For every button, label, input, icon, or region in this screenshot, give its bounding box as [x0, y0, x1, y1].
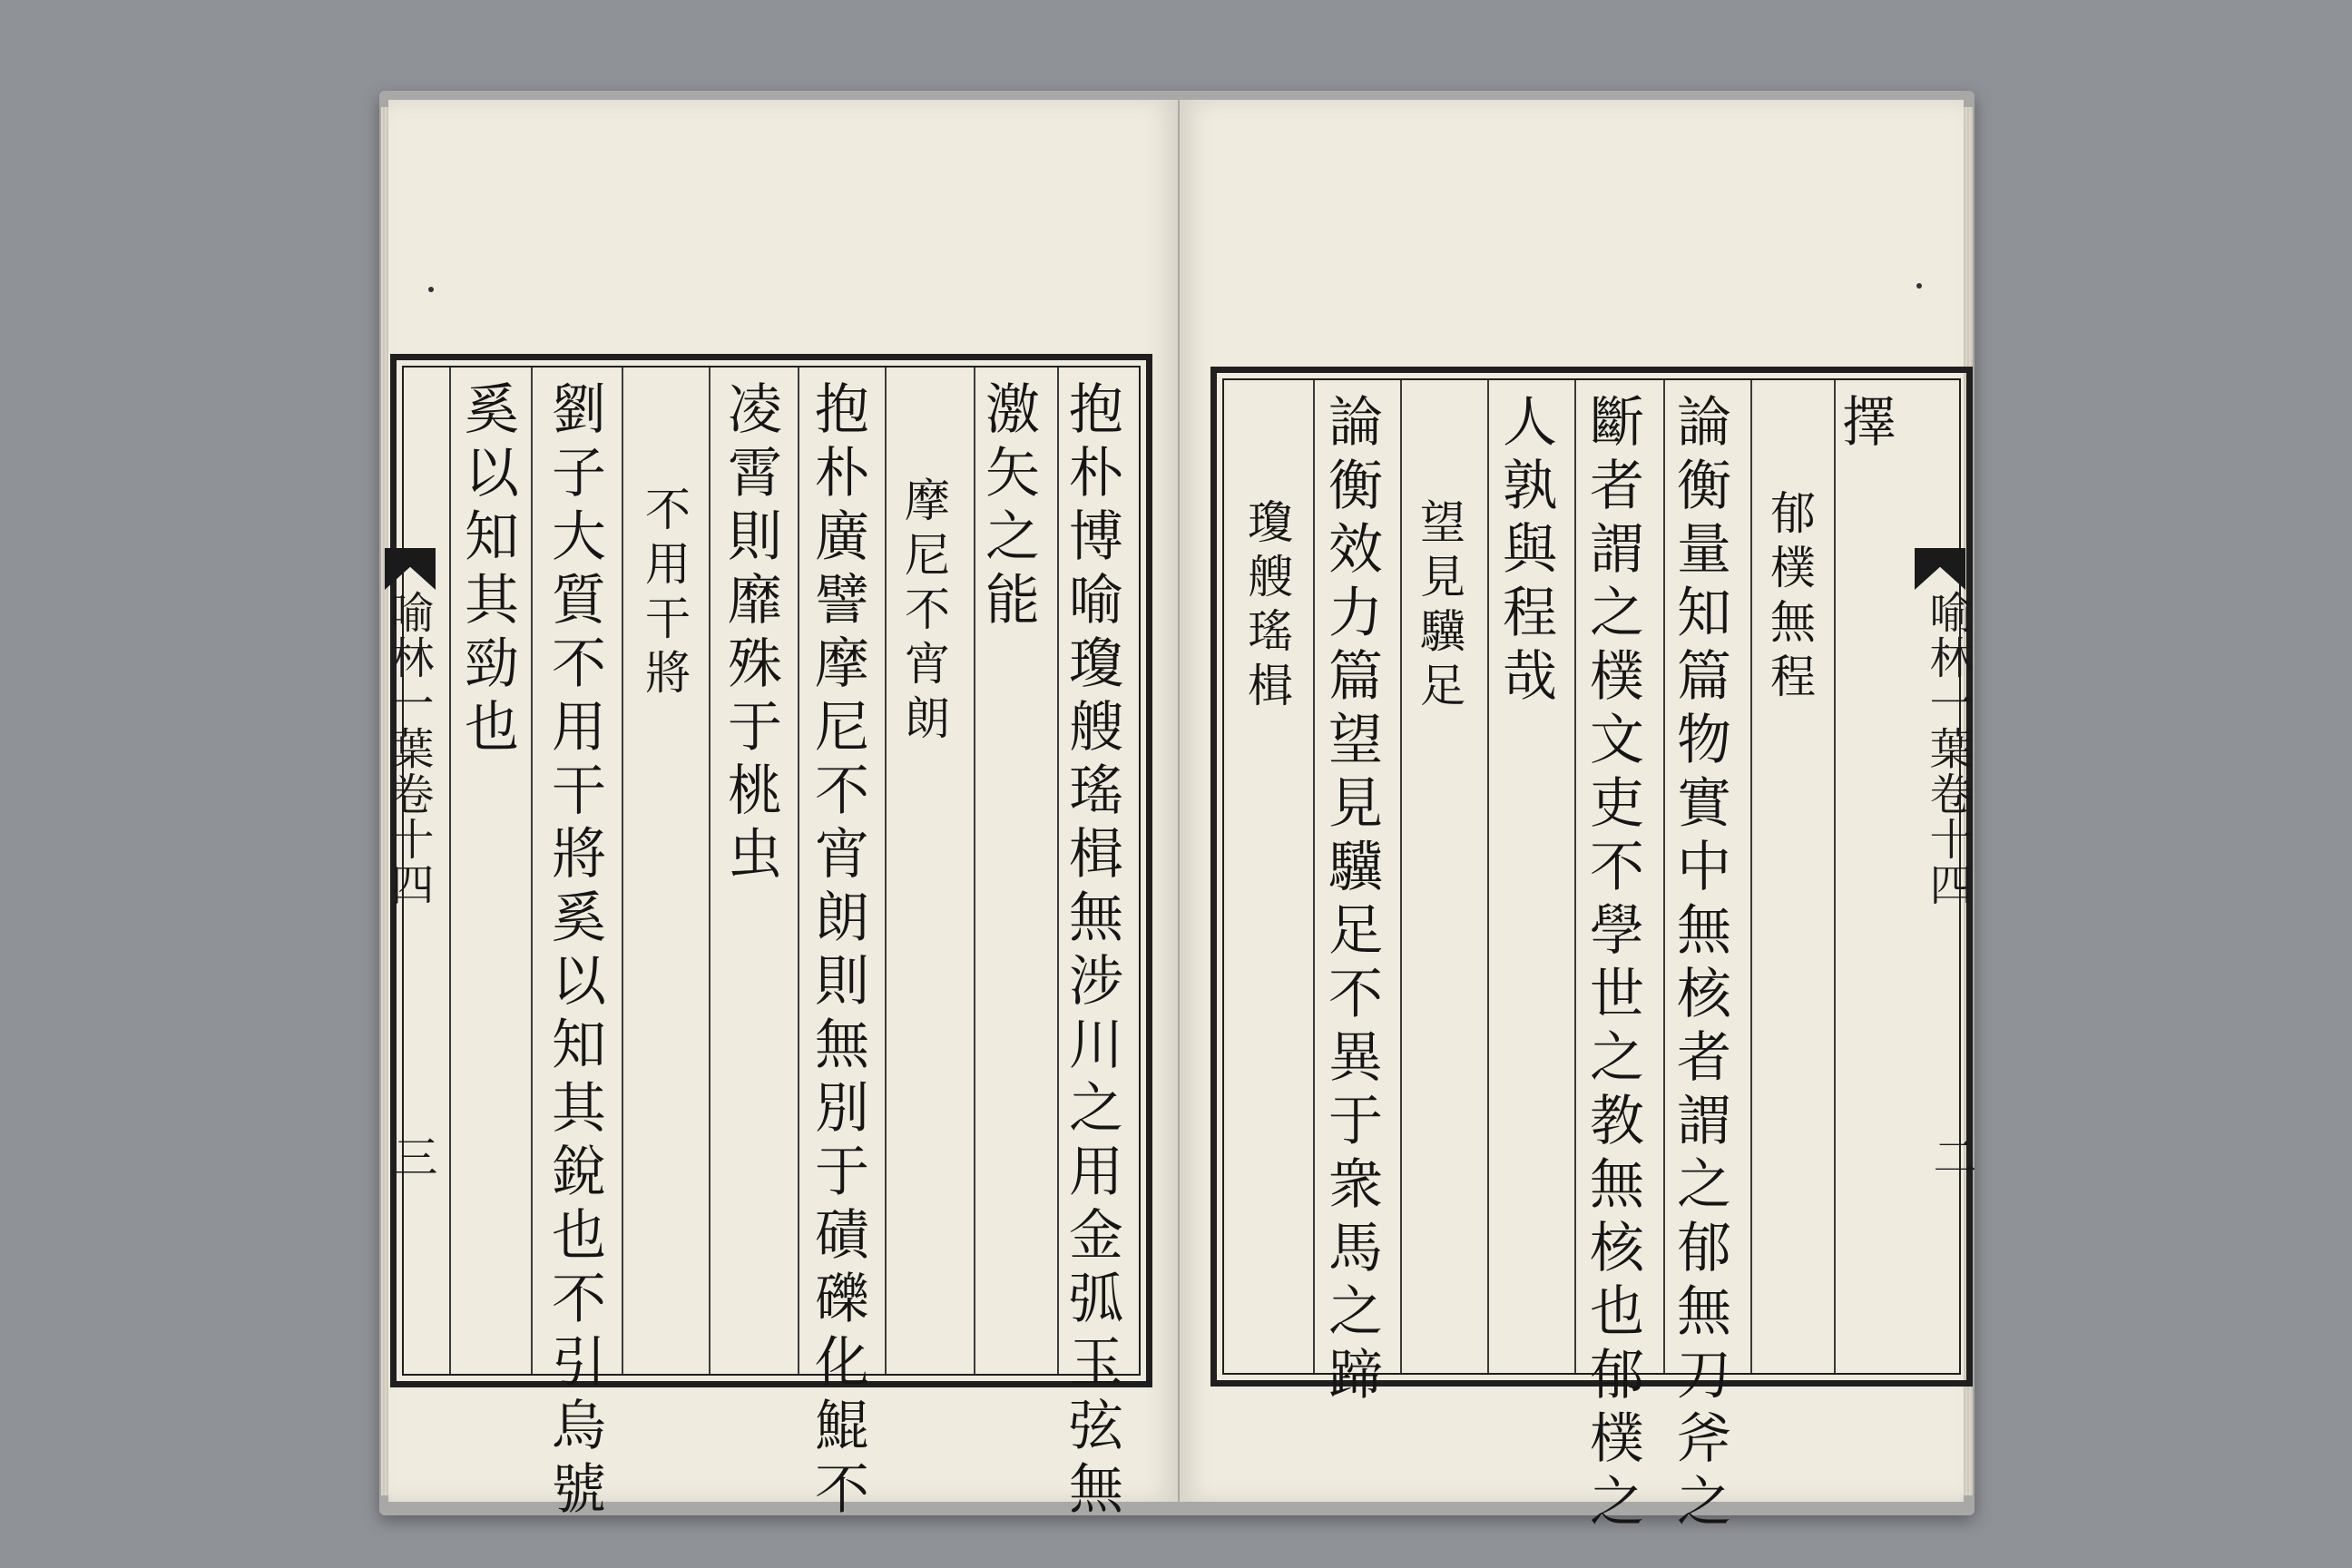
right-folio-number: 二: [1926, 1134, 1976, 1180]
left-column-6: 不用干將: [638, 485, 691, 703]
column-rule: [974, 368, 975, 1374]
column-rule: [709, 368, 710, 1374]
column-rule: [1834, 380, 1836, 1373]
right-frame-inner: [1222, 378, 1961, 1536]
column-rule: [622, 368, 623, 1374]
column-rule: [1313, 380, 1315, 1373]
left-page-frame: [390, 354, 1152, 1524]
left-frame-inner: [402, 366, 1141, 1524]
binding-hole-dot: [1916, 283, 1922, 289]
left-column-1: 抱朴博喻瓊艘瑤楫無涉川之用金弧玉弦無: [1060, 380, 1123, 1524]
left-column-4: 抱朴廣譬摩尼不宵朗則無別于磧礫化鯤不: [806, 380, 869, 1524]
column-rule: [1574, 380, 1576, 1373]
column-rule: [798, 368, 799, 1374]
column-rule: [1750, 380, 1752, 1373]
left-banxin-title: 喻林一葉卷十四: [383, 590, 434, 907]
right-page-frame: [1210, 367, 1973, 1536]
left-column-5: 凌霄則靡殊于桃虫: [719, 380, 782, 888]
column-rule: [531, 368, 533, 1374]
right-column-6: 望見驥足: [1413, 498, 1465, 716]
column-rule: [885, 368, 887, 1374]
column-rule: [449, 368, 451, 1374]
column-rule: [1057, 368, 1059, 1374]
left-column-3: 摩尼不宵朗: [897, 476, 950, 749]
right-column-3: 論衡量知篇物實中無核者謂之郁無刀斧之: [1668, 393, 1731, 1536]
right-column-5: 人孰與程哉: [1494, 393, 1557, 710]
right-column-1: 擇: [1833, 393, 1896, 456]
right-column-2: 郁樸無程: [1763, 489, 1816, 707]
left-column-8: 奚以知其勁也: [456, 380, 519, 761]
column-rule: [1400, 380, 1402, 1373]
right-column-4: 斷者謂之樸文吏不學世之教無核也郁樸之: [1581, 393, 1644, 1536]
right-column-8: 瓊艘瑤楫: [1240, 498, 1293, 716]
right-column-7: 論衡效力篇望見驥足不異于衆馬之蹄: [1319, 393, 1383, 1409]
left-folio-number: 三: [387, 1134, 437, 1180]
binding-hole-dot: [428, 287, 434, 292]
left-column-7: 劉子大質不用干將奚以知其銳也不引烏號: [543, 380, 606, 1524]
column-rule: [1663, 380, 1665, 1373]
right-banxin-title: 喻林一葉卷十四: [1922, 590, 1973, 907]
column-rule: [1487, 380, 1489, 1373]
left-column-2: 激矢之能: [976, 380, 1040, 634]
